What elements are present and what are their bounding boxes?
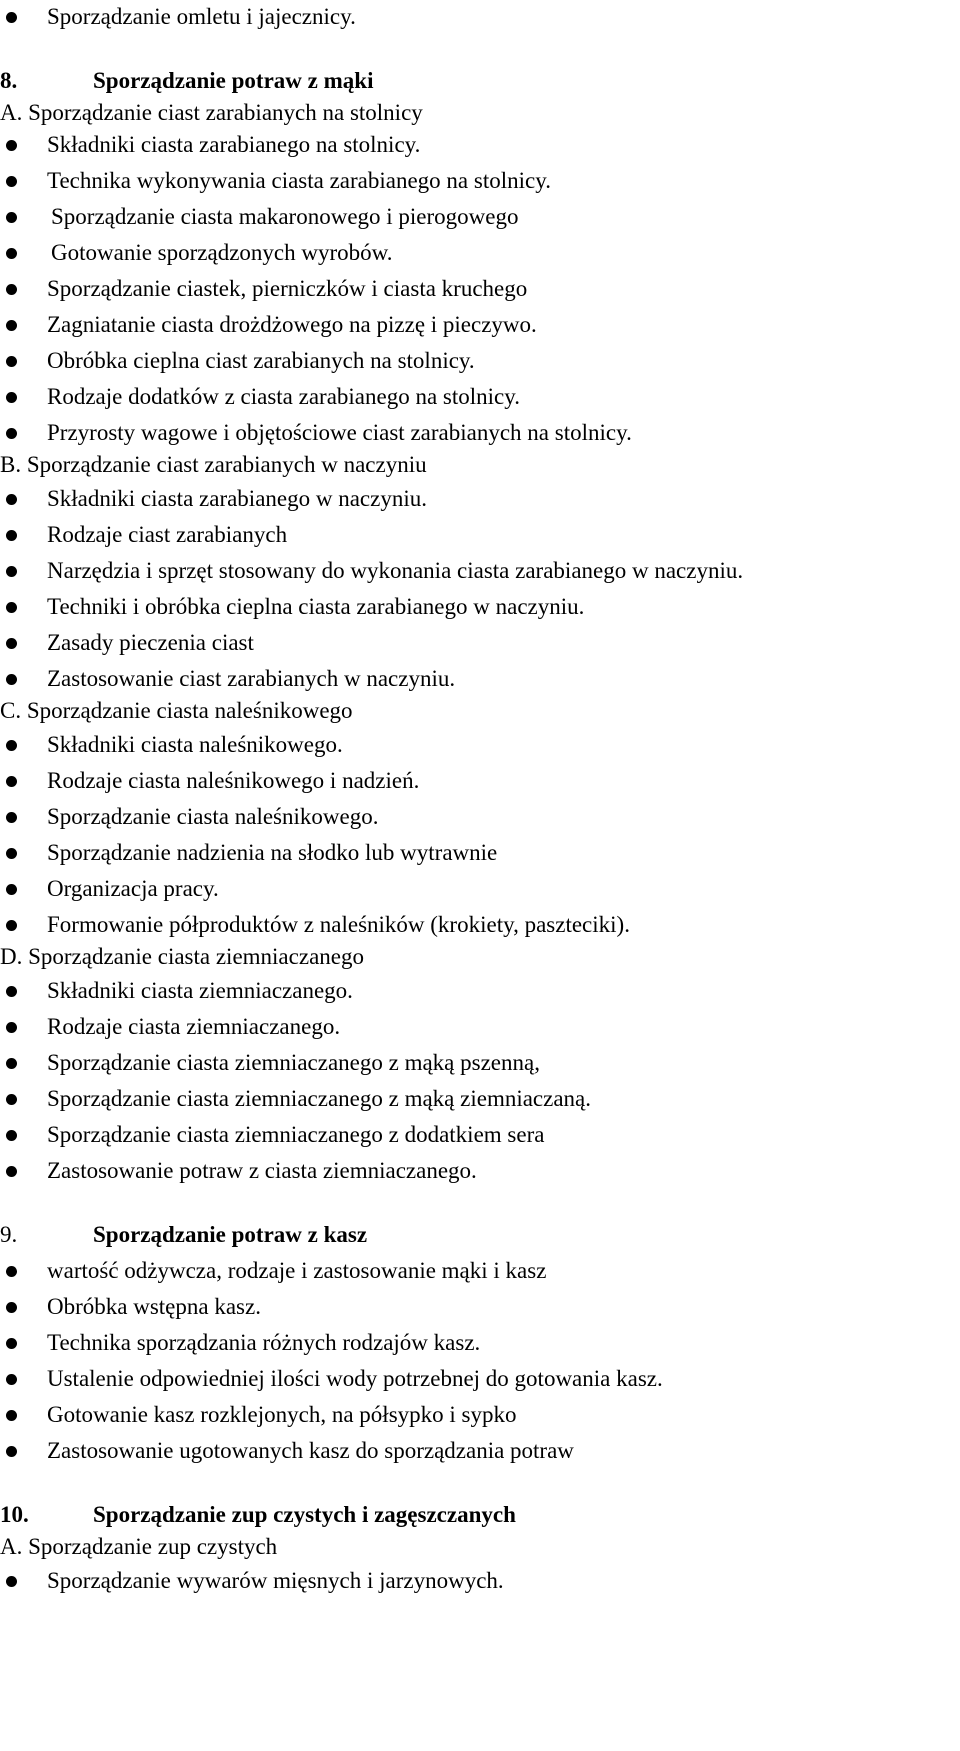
list-item-text: Rodzaje ciasta ziemniaczanego. [47,1014,341,1039]
list-item-text: wartość odżywcza, rodzaje i zastosowanie mąki i kasz [47,1258,547,1283]
list-item-text: Zastosowanie ugotowanych kasz do sporządzania potraw [47,1438,574,1463]
list-item-text: Technika wykonywania ciasta zarabianego na stolnicy. [47,168,551,193]
list-item-text: Zastosowanie potraw z ciasta ziemniaczanego. [47,1158,477,1183]
list-item-text: Rodzaje dodatków z ciasta zarabianego na stolnicy. [47,384,521,409]
list-item-text: Narzędzia i sprzęt stosowany do wykonania ciasta zarabianego w naczyniu. [47,558,744,583]
list-item-text: Zasady pieczenia ciast [47,630,254,655]
list-item-text: Sporządzanie ciasta ziemniaczanego z mąką ziemniaczaną. [47,1086,592,1111]
list-item-text: Zastosowanie ciast zarabianych w naczyniu. [47,666,456,691]
list-item-text: Sporządzanie ciastek, pierniczków i ciasta kruchego [47,276,528,301]
subsection-text: A. Sporządzanie zup czystych [0,1534,278,1559]
list-item-text: Składniki ciasta ziemniaczanego. [47,978,353,1003]
list-item-text: Techniki i obróbka cieplna ciasta zarabianego w naczyniu. [47,594,585,619]
subsection-text: A. Sporządzanie ciast zarabianych na stolnicy [0,100,423,125]
list-item-text: Przyrosty wagowe i objętościowe ciast zarabianych na stolnicy. [47,420,632,445]
list-item-text: Ustalenie odpowiedniej ilości wody potrzebnej do gotowania kasz. [47,1366,663,1391]
section-title: Sporządzanie zup czystych i zagęszczanych [93,1502,516,1527]
section-title: Sporządzanie potraw z kasz [93,1222,368,1247]
list-item-text: Sporządzanie ciasta makaronowego i pierogowego [51,204,519,229]
list-item-text: Gotowanie sporządzonych wyrobów. [51,240,393,265]
list-item-text: Sporządzanie ciasta ziemniaczanego z mąką pszenną, [47,1050,540,1075]
list-item-text: Technika sporządzania różnych rodzajów kasz. [47,1330,481,1355]
section-number: 9. [0,1222,18,1247]
list-item-text: Organizacja pracy. [47,876,219,901]
list-item-text: Obróbka wstępna kasz. [47,1294,261,1319]
section-title: Sporządzanie potraw z mąki [93,68,374,93]
list-item-text: Formowanie półproduktów z naleśników (krokiety, paszteciki). [47,912,630,937]
list-item-text: Gotowanie kasz rozklejonych, na półsypko i sypko [47,1402,517,1427]
list-item-text: Sporządzanie nadzienia na słodko lub wytrawnie [47,840,498,865]
list-item-text: Zagniatanie ciasta drożdżowego na pizzę i pieczywo. [47,312,537,337]
subsection-text: B. Sporządzanie ciast zarabianych w naczyniu [0,452,427,477]
list-item-text: Składniki ciasta zarabianego w naczyniu. [47,486,427,511]
list-item-text: Sporządzanie ciasta ziemniaczanego z dodatkiem sera [47,1122,545,1147]
list-item-text: Obróbka cieplna ciast zarabianych na stolnicy. [47,348,475,373]
list-item-text: Rodzaje ciasta naleśnikowego i nadzień. [47,768,420,793]
list-item-text: Składniki ciasta zarabianego na stolnicy. [47,132,421,157]
subsection-text: C. Sporządzanie ciasta naleśnikowego [0,698,353,723]
list-item-text: Sporządzanie ciasta naleśnikowego. [47,804,379,829]
section-number: 8. [0,68,18,93]
subsection-text: D. Sporządzanie ciasta ziemniaczanego [0,944,364,969]
list-item-text: Rodzaje ciast zarabianych [47,522,288,547]
section-number: 10. [0,1502,29,1527]
list-item-text: Sporządzanie omletu i jajecznicy. [47,4,356,29]
list-item-text: Składniki ciasta naleśnikowego. [47,732,343,757]
list-item-text: Sporządzanie wywarów mięsnych i jarzynowych. [47,1568,504,1593]
